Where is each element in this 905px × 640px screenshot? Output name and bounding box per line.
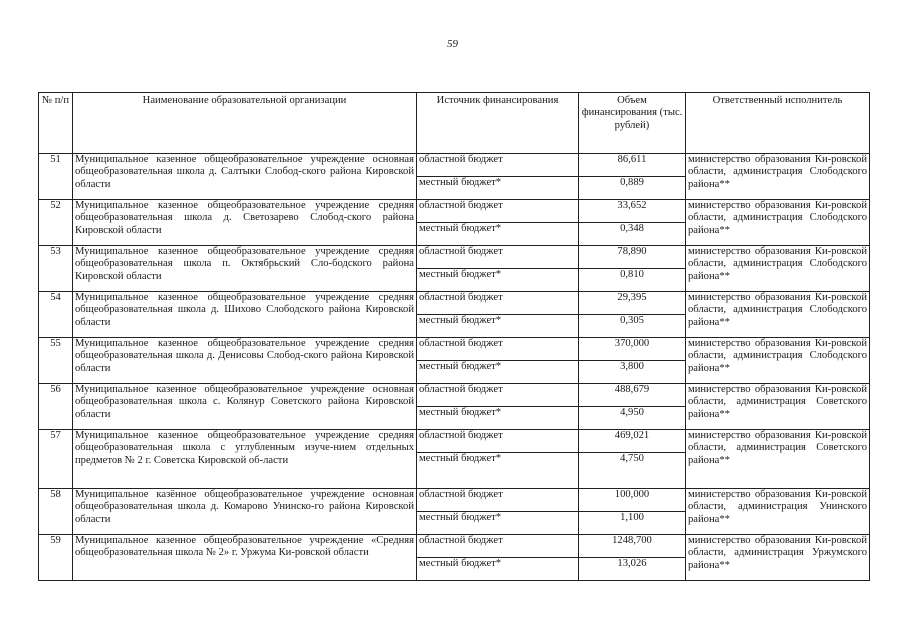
funding-amount-local: 4,750 [579, 453, 686, 489]
page-number: 59 [447, 38, 458, 50]
responsible-executor: министерство образования Ки-ровской области, администрация Советского района** [686, 384, 870, 430]
header-amount: Объем финансирования (тыс. рублей) [579, 93, 686, 154]
funding-amount-regional: 370,000 [579, 338, 686, 361]
responsible-executor: министерство образования Ки-ровской области, администрация Слободского района** [686, 200, 870, 246]
funding-amount-local: 4,950 [579, 407, 686, 430]
table-row [39, 200, 870, 223]
funding-source-regional: областной бюджет [417, 292, 579, 315]
row-number: 52 [39, 200, 73, 246]
row-number: 56 [39, 384, 73, 430]
funding-amount-local: 0,889 [579, 177, 686, 200]
row-number: 57 [39, 430, 73, 489]
funding-amount-regional: 86,611 [579, 154, 686, 177]
funding-source-local: местный бюджет* [417, 269, 579, 292]
funding-source-local: местный бюджет* [417, 512, 579, 535]
funding-source-local: местный бюджет* [417, 361, 579, 384]
funding-source-regional: областной бюджет [417, 200, 579, 223]
funding-source-regional: областной бюджет [417, 489, 579, 512]
organization-name: Муниципальное казенное общеобразовательное учреждение средняя общеобразовательная школа д. Светозарево Слобод-ского района Кировской области [73, 200, 417, 246]
organization-name: Муниципальное казённое общеобразовательное учреждение основная общеобразовательная школа д. Комарово Унинско-го района Кировской области [73, 489, 417, 535]
funding-amount-local: 1,100 [579, 512, 686, 535]
organization-name: Муниципальное казенное общеобразовательное учреждение «Средняя общеобразовательная школа № 2» г. Уржума Ки-ровской области [73, 535, 417, 581]
table-row [39, 246, 870, 269]
table-row [39, 292, 870, 315]
header-source: Источник финансирования [417, 93, 579, 154]
funding-source-local: местный бюджет* [417, 177, 579, 200]
funding-table [38, 92, 870, 581]
row-number: 55 [39, 338, 73, 384]
responsible-executor: министерство образования Ки-ровской области, администрация Слободского района** [686, 338, 870, 384]
row-number: 54 [39, 292, 73, 338]
header-name: Наименование образовательной организации [73, 93, 417, 154]
organization-name: Муниципальное казенное общеобразовательное учреждение средняя общеобразовательная школа с углубленным изуче-нием отдельных предметов № 2 г. Советска Кировской об-ласти [73, 430, 417, 489]
table-body [39, 154, 870, 581]
row-number: 59 [39, 535, 73, 581]
table-row [39, 338, 870, 361]
responsible-executor: министерство образования Ки-ровской области, администрация Советского района** [686, 430, 870, 489]
funding-amount-local: 3,800 [579, 361, 686, 384]
table-row [39, 430, 870, 453]
funding-source-regional: областной бюджет [417, 430, 579, 453]
funding-amount-regional: 29,395 [579, 292, 686, 315]
responsible-executor: министерство образования Ки-ровской области, администрация Слободского района** [686, 154, 870, 200]
row-number: 53 [39, 246, 73, 292]
funding-amount-regional: 1248,700 [579, 535, 686, 558]
header-responsible: Ответственный исполнитель [686, 93, 870, 154]
organization-name: Муниципальное казенное общеобразовательное учреждение основная общеобразовательная школа с. Колянур Советского района Кировской области [73, 384, 417, 430]
funding-amount-local: 0,810 [579, 269, 686, 292]
funding-amount-regional: 488,679 [579, 384, 686, 407]
funding-amount-regional: 469,021 [579, 430, 686, 453]
responsible-executor: министерство образования Ки-ровской области, администрация Слободского района** [686, 292, 870, 338]
funding-source-regional: областной бюджет [417, 154, 579, 177]
header-num: № п/п [39, 93, 73, 154]
table-row [39, 154, 870, 177]
funding-source-regional: областной бюджет [417, 338, 579, 361]
funding-source-local: местный бюджет* [417, 453, 579, 489]
funding-amount-local: 0,348 [579, 223, 686, 246]
funding-source-regional: областной бюджет [417, 384, 579, 407]
responsible-executor: министерство образования Ки-ровской области, администрация Слободского района** [686, 246, 870, 292]
table-row [39, 535, 870, 558]
row-number: 58 [39, 489, 73, 535]
organization-name: Муниципальное казенное общеобразовательное учреждение средняя общеобразовательная школа д. Шихово Слободского района Кировской области [73, 292, 417, 338]
funding-source-regional: областной бюджет [417, 535, 579, 558]
funding-source-local: местный бюджет* [417, 407, 579, 430]
organization-name: Муниципальное казенное общеобразовательное учреждение средняя общеобразовательная школа п. Октябрьский Сло-бодского района Кировской области [73, 246, 417, 292]
responsible-executor: министерство образования Ки-ровской области, администрация Унинского района** [686, 489, 870, 535]
funding-amount-regional: 100,000 [579, 489, 686, 512]
funding-amount-regional: 33,652 [579, 200, 686, 223]
table-row [39, 384, 870, 407]
funding-amount-local: 13,026 [579, 558, 686, 581]
organization-name: Муниципальное казенное общеобразовательное учреждение средняя общеобразовательная школа д. Денисовы Слобод-ского района Кировской области [73, 338, 417, 384]
responsible-executor: министерство образования Ки-ровской области, администрация Уржумского района** [686, 535, 870, 581]
organization-name: Муниципальное казенное общеобразовательное учреждение основная общеобразовательная школа д. Салтыки Слобод-ского района Кировской области [73, 154, 417, 200]
row-number: 51 [39, 154, 73, 200]
funding-amount-regional: 78,890 [579, 246, 686, 269]
table-row [39, 489, 870, 512]
table-header-row [39, 93, 870, 154]
funding-amount-local: 0,305 [579, 315, 686, 338]
funding-source-local: местный бюджет* [417, 558, 579, 581]
funding-source-local: местный бюджет* [417, 315, 579, 338]
funding-source-local: местный бюджет* [417, 223, 579, 246]
funding-source-regional: областной бюджет [417, 246, 579, 269]
